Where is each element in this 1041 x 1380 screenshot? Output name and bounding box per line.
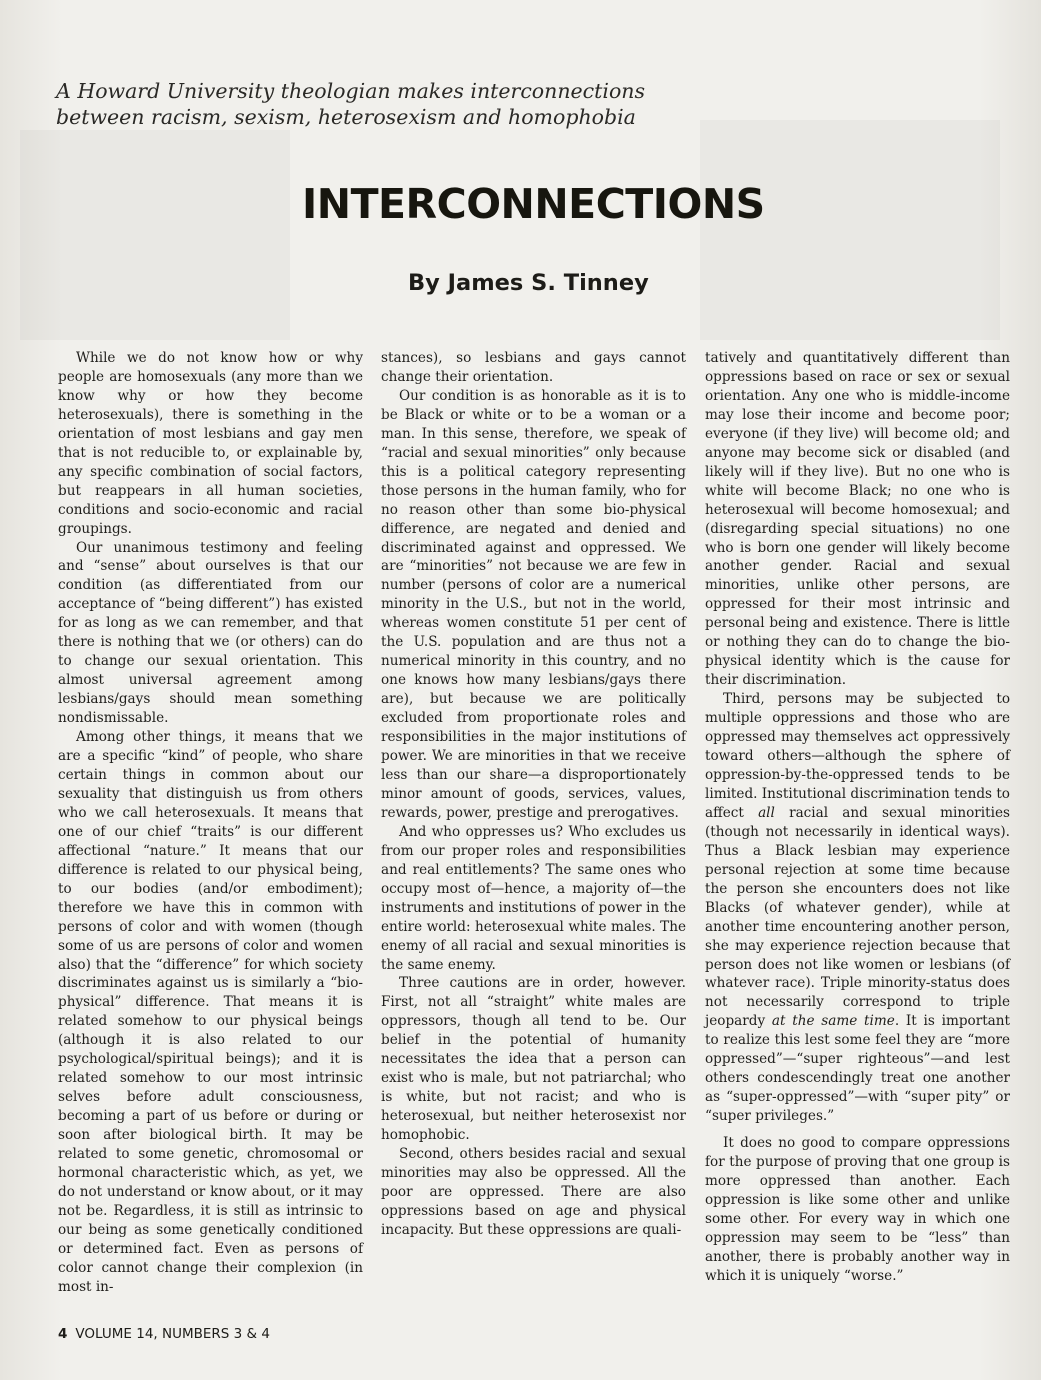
article-deck [56,78,676,130]
show-through-right [700,120,1000,340]
column-2 [381,349,686,1240]
text-run: racial and sexual minorities (though not necessarily in identical ways). Thus a Black lesbian may experience personal rejection at some time because the person she encounters does not like Blacks (of whatever gender), while at another time encountering another person, she may experience rejection because that person does not like women or lesbians (of whatever race). Triple minority-status does not necessarily correspond to triple jeopardy [705,804,1010,1030]
paragraph: Second, others besides racial and sexual minorities may also be oppressed. All the poor are oppressed. There are also oppressions based on age and physical incapacity. But these oppressions are quali- [381,1146,686,1238]
paragraph: While we do not know how or why people are homosexuals (any more than we know why or how they become heterosexuals), there is something in the orientation of most lesbians and gay men that is not reducible to, or explainable by, any specific combination of social factors, but reappears in all human societies, conditions and socio-economic and racial groupings. [58,350,363,537]
paragraph: It does no good to compare oppressions for the purpose of proving that one group is more oppressed than another. Each oppression is like some other and unlike some other. For every way in which one oppression may seem to be “less” than another, there is probably another way in which it is uniquely “worse.” [705,1135,1010,1284]
paragraph: Our condition is as honorable as it is to be Black or white or to be a woman or a man. In this sense, therefore, we speak of “racial and sexual minorities” only because this is a political category representing those persons in the human family, who for no reason other than some bio-physical difference, are negated and denied and discriminated against and oppressed. We are “minorities” not because we are few in number (persons of color are a numerical minority in the U.S., but not in the world, whereas women constitute 51 per cent of the U.S. population and are thus not a numerical minority in this country, and no one knows how many lesbians/gays there are), but because we are politically excluded from proportionate roles and responsibilities in the major institutions of power. We are minorities in that we receive less than our share—a disproportionately minor amount of goods, services, values, rewards, power, prestige and prerogatives. [381,387,686,821]
paragraph-continued: tatively and quantitatively different than oppressions based on race or sex or sexual orientation. Any one who is middle-income may lose their income and become poor; everyone (if they live) will become old; and anyone may become sick or disabled (and likely will if they live). But no one who is white will become Black; no one who is heterosexual will become homosexual; and (disregarding special situations) no one who is born one gender will likely become another gender. Racial and sexual minorities, unlike other persons, are oppressed for their most intrinsic and personal being and existence. There is little or nothing they can do to change the bio-physical identity which is the cause for their discrimination. [705,350,1010,689]
deck-line-1: A Howard University theologian makes interconnections [56,79,646,103]
text-run: . It is important to realize this lest some feel they are “more oppressed”—“super righteous”—and lest others condescendingly treat one another as “super-oppressed”—with “super pity” or “super privileges.” [705,1013,1010,1125]
paragraph-continued: stances), so lesbians and gays cannot change their orientation. [381,350,686,385]
text-run: Third, persons may be subjected to multiple oppressions and those who are oppressed may themselves act oppressively toward others—although the sphere of oppression-by-the-oppressed tends to be limited. Institutional discrimination tends to affect [705,691,1010,821]
paragraph: And who oppresses us? Who excludes us from our proper roles and responsibilities and real entitlements? The same ones who occupy most of—hence, a majority of—the instruments and institutions of power in the entire world: heterosexual white males. The enemy of all racial and sexual minorities is the same enemy. [381,823,686,973]
italic-emphasis: at the same time [771,1013,895,1030]
column-1 [58,349,363,1297]
paragraph: Our unanimous testimony and feeling and “sense” about ourselves is that our condition (as differentiated from our acceptance of “being different”) has existed for as long as we can remember, and that there is nothing that we (or others) can do to change our sexual orientation. This almost universal agreement among lesbians/gays should mean something nondismissable. [58,539,363,727]
deck-line-2: between racism, sexism, heterosexism and homophobia [56,105,636,129]
article-title: INTERCONNECTIONS [302,180,765,228]
paragraph: Three cautions are in order, however. First, not all “straight” white males are oppressors, though all tend to be. Our belief in the potential of humanity necessitates the idea that a person can exist who is male, but not patriarchal; who is white, but not racist; and who is heterosexual, but neither heterosexist nor homophobic. [381,975,686,1144]
page-number: 4 [58,1326,68,1342]
show-through-left [20,130,290,340]
paragraph: Among other things, it means that we are a specific “kind” of people, who share certain things in common about our sexuality that distinguish us from others who we call heterosexuals. It means that one of our chief “traits” is our different affectional “nature.” It means that our difference is related to our physical being, to our bodies (and/or embodiment); therefore we have this in common with persons of color and with women (though some of us are persons of color and women also) that the “difference” for which society discriminates against us is similarly a “bio-physical” difference. That means it is related somehow to our physical beings (although it is also related to our psychological/spiritual beings); and it is related somehow to our most intrinsic selves before adult consciousness, becoming a part of us before or during or soon after biological birth. It may be related to some genetic, chromosomal or hormonal characteristic which, as yet, we do not understand or know about, or it may not be. Regardless, it is still as intrinsic to our being as some genetically conditioned or determined fact. Even as persons of color cannot change their complexion (in most in- [58,729,363,1295]
column-3 [705,349,1010,1286]
page-footer [58,1326,270,1342]
issue-info: VOLUME 14, NUMBERS 3 & 4 [75,1326,270,1342]
paragraph [705,690,1010,1126]
byline: By James S. Tinney [408,270,649,296]
italic-emphasis: all [758,804,775,821]
